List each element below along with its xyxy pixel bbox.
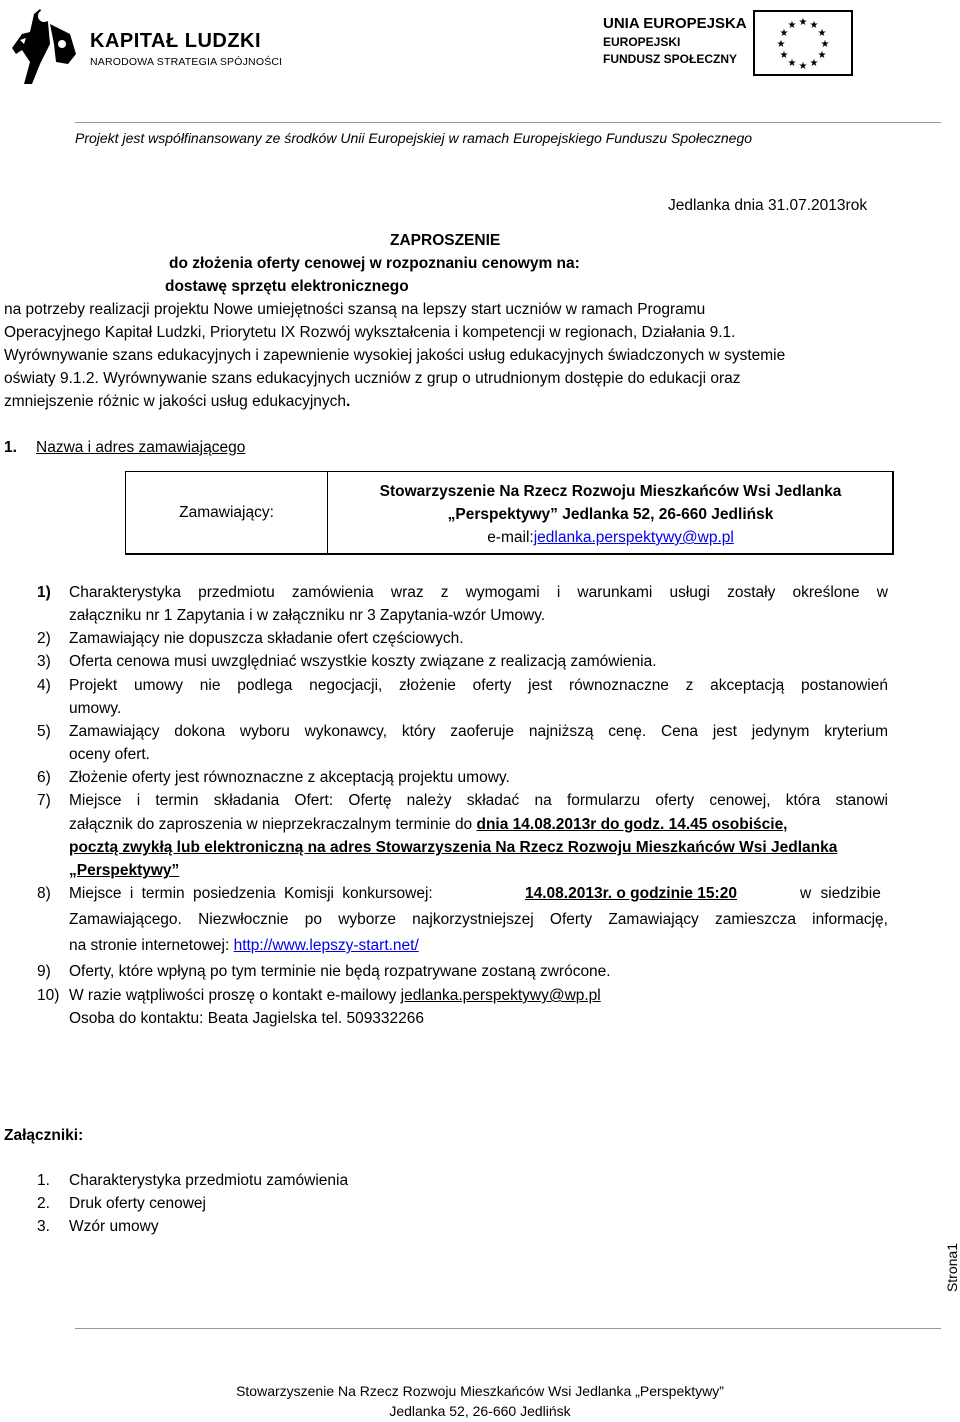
page-label: Strona1 [944, 1243, 960, 1293]
item-6-number: 6) [37, 769, 51, 786]
item-7-line-4: „Perspektywy” [69, 862, 180, 879]
document-title: ZAPROSZENIE [390, 232, 501, 249]
item-10-line-2: Osoba do kontaktu: Beata Jagielska tel. 509332266 [69, 1010, 425, 1027]
document-subtitle-2: dostawę sprzętu elektronicznego [165, 278, 409, 295]
intro-end: . [346, 393, 351, 410]
email-prefix: e-mail: [487, 529, 534, 546]
intro-line-5-text: zmniejszenie różnic w jakości usług edukacyjnych [4, 393, 347, 410]
contact-email-link[interactable]: jedlanka.perspektywy@wp.pl [400, 987, 601, 1004]
attachment-2-text: Druk oferty cenowej [69, 1195, 206, 1212]
attachments-title: Załączniki: [4, 1127, 84, 1144]
item-4-line-1: Projekt umowy nie podlega negocjacji, złożenie oferty jest równoznaczne z akceptacją postanowień [69, 677, 888, 694]
intro-line-1: na potrzeby realizacji projektu Nowe umiejętności szansą na lepszy start uczniów w ramach Programu [4, 301, 706, 318]
website-link[interactable]: http://www.lepszy-start.net/ [233, 937, 419, 954]
item-8-line-2: Zamawiającego. Niezwłocznie po wyborze najkorzystniejszej Oferty Zamawiający zamieszcza informację, [69, 911, 888, 928]
svg-text:★: ★ [817, 28, 827, 39]
intro-line-5 [4, 393, 350, 411]
header-divider [75, 122, 941, 123]
item-8-line-1c: w siedzibie [800, 885, 881, 902]
item-5-number: 5) [37, 723, 51, 740]
cofinancing-note: Projekt jest współfinansowany ze środków Unii Europejskiej w ramach Europejskiego Funduszu Społecznego [75, 130, 753, 146]
contracting-party-details [328, 480, 893, 549]
item-8-line-3a: na stronie internetowej: [69, 937, 234, 954]
item-3-number: 3) [37, 653, 51, 670]
item-8-line-1a: Miejsce i termin posiedzenia Komisji konkursowej: [69, 885, 433, 902]
document-date: Jedlanka dnia 31.07.2013rok [668, 197, 868, 214]
attachment-3-text: Wzór umowy [69, 1218, 159, 1235]
item-4-number: 4) [37, 677, 51, 694]
email-link[interactable]: jedlanka.perspektywy@wp.pl [533, 529, 734, 546]
logo-left-title: KAPITAŁ LUDZKI [90, 30, 262, 52]
section-1-number: 1. [4, 439, 17, 456]
item-8-number: 8) [37, 885, 51, 902]
item-8-line-3 [69, 937, 419, 955]
footer-line-1: Stowarzyszenie Na Rzecz Rozwoju Mieszkańców Wsi Jedlanka „Perspektywy” [236, 1383, 724, 1399]
eu-logo [600, 10, 860, 80]
item-2-number: 2) [37, 630, 51, 647]
item-3-line-1: Oferta cenowa musi uwzględniać wszystkie koszty związane z realizacją zamówienia. [69, 653, 657, 670]
item-7-line-2a: załącznik do zaproszenia w nieprzekraczalnym terminie do [69, 816, 477, 833]
svg-text:★: ★ [809, 58, 819, 69]
logo-right-line1: UNIA EUROPEJSKA [603, 15, 747, 32]
svg-text:★: ★ [798, 61, 808, 72]
eu-flag-icon [753, 10, 853, 76]
item-7-deadline: dnia 14.08.2013r do godz. 14.45 osobiście, [476, 816, 788, 833]
svg-text:★: ★ [787, 20, 797, 31]
item-10-number: 10) [37, 987, 60, 1004]
svg-text:★: ★ [798, 17, 808, 28]
item-9-number: 9) [37, 963, 51, 980]
svg-text:★: ★ [809, 20, 819, 31]
item-4-line-2: umowy. [69, 700, 122, 717]
item-1-line-2: załączniku nr 1 Zapytania i w załączniku nr 3 Zapytania-wzór Umowy. [69, 607, 546, 624]
item-5-line-2: oceny ofert. [69, 746, 150, 763]
section-1-title: Nazwa i adres zamawiającego [36, 439, 246, 456]
item-6-line-1: Złożenie oferty jest równoznaczne z akceptacją projektu umowy. [69, 769, 510, 786]
contracting-party-email-line [328, 526, 893, 549]
intro-line-2: Operacyjnego Kapitał Ludzki, Priorytetu IX Rozwój wykształcenia i kompetencji w regionach, Działania 9.1. [4, 324, 736, 341]
svg-text:★: ★ [820, 39, 830, 50]
svg-text:★: ★ [779, 50, 789, 61]
svg-text:★: ★ [776, 39, 786, 50]
contracting-party-name: Stowarzyszenie Na Rzecz Rozwoju Mieszkańców Wsi Jedlanka [379, 483, 842, 500]
item-7-line-2 [69, 816, 788, 834]
item-2-line-1: Zamawiający nie dopuszcza składanie ofert częściowych. [69, 630, 464, 647]
item-1-line-1: Charakterystyka przedmiotu zamówienia wraz z wymogami i warunkami usługi zostały określone w [69, 584, 888, 601]
intro-line-4: oświaty 9.1.2. Wyrównywanie szans edukacyjnych uczniów z grup o utrudnionym dostępie do edukacji oraz [4, 370, 741, 387]
item-9-line-1: Oferty, które wpłyną po tym terminie nie będą rozpatrywane zostaną zwrócone. [69, 963, 611, 980]
item-8-date: 14.08.2013r. o godzinie 15:20 [525, 885, 737, 902]
logo-right-line2: EUROPEJSKI [603, 35, 681, 49]
item-10-line-1a: W razie wątpliwości proszę o kontakt e-mailowy [69, 987, 401, 1004]
contracting-party-label: Zamawiający: [179, 503, 274, 521]
logo-right-line3: FUNDUSZ SPOŁECZNY [603, 52, 738, 66]
item-1-number: 1) [37, 584, 51, 601]
item-7-number: 7) [37, 792, 51, 809]
logo-left-subtitle: NARODOWA STRATEGIA SPÓJNOŚCI [90, 56, 283, 68]
svg-text:★: ★ [817, 50, 827, 61]
svg-text:★: ★ [787, 58, 797, 69]
item-5-line-1: Zamawiający dokona wyboru wykonawcy, który zaoferuje najniższą cenę. Cena jest jedynym kryterium [69, 723, 888, 740]
item-7-line-3: pocztą zwykłą lub elektroniczną na adres Stowarzyszenia Na Rzecz Rozwoju Mieszkańców Wsi Jedlanka [69, 839, 838, 856]
attachment-1-number: 1. [37, 1172, 50, 1189]
footer-divider [75, 1328, 941, 1329]
item-7-line-1: Miejsce i termin składania Ofert: Ofertę należy składać na formularzu oferty cenowej, która stanowi [69, 792, 888, 809]
kapital-ludzki-emblem-icon [10, 4, 82, 86]
svg-text:★: ★ [779, 28, 789, 39]
attachment-2-number: 2. [37, 1195, 50, 1212]
kapital-ludzki-logo [10, 4, 310, 86]
contracting-party-table [125, 471, 894, 555]
intro-line-3: Wyrównywanie szans edukacyjnych i zapewnienie wysokiej jakości usług edukacyjnych świadczonych w systemie [4, 347, 786, 364]
document-subtitle-1: do złożenia oferty cenowej w rozpoznaniu cenowym na: [169, 255, 580, 272]
attachment-3-number: 3. [37, 1218, 50, 1235]
contracting-party-address: „Perspektywy” Jedlanka 52, 26-660 Jedlińsk [447, 506, 774, 523]
item-10-line-1 [69, 987, 601, 1005]
attachment-1-text: Charakterystyka przedmiotu zamówienia [69, 1172, 349, 1189]
footer-line-2: Jedlanka 52, 26-660 Jedlińsk [389, 1403, 571, 1419]
